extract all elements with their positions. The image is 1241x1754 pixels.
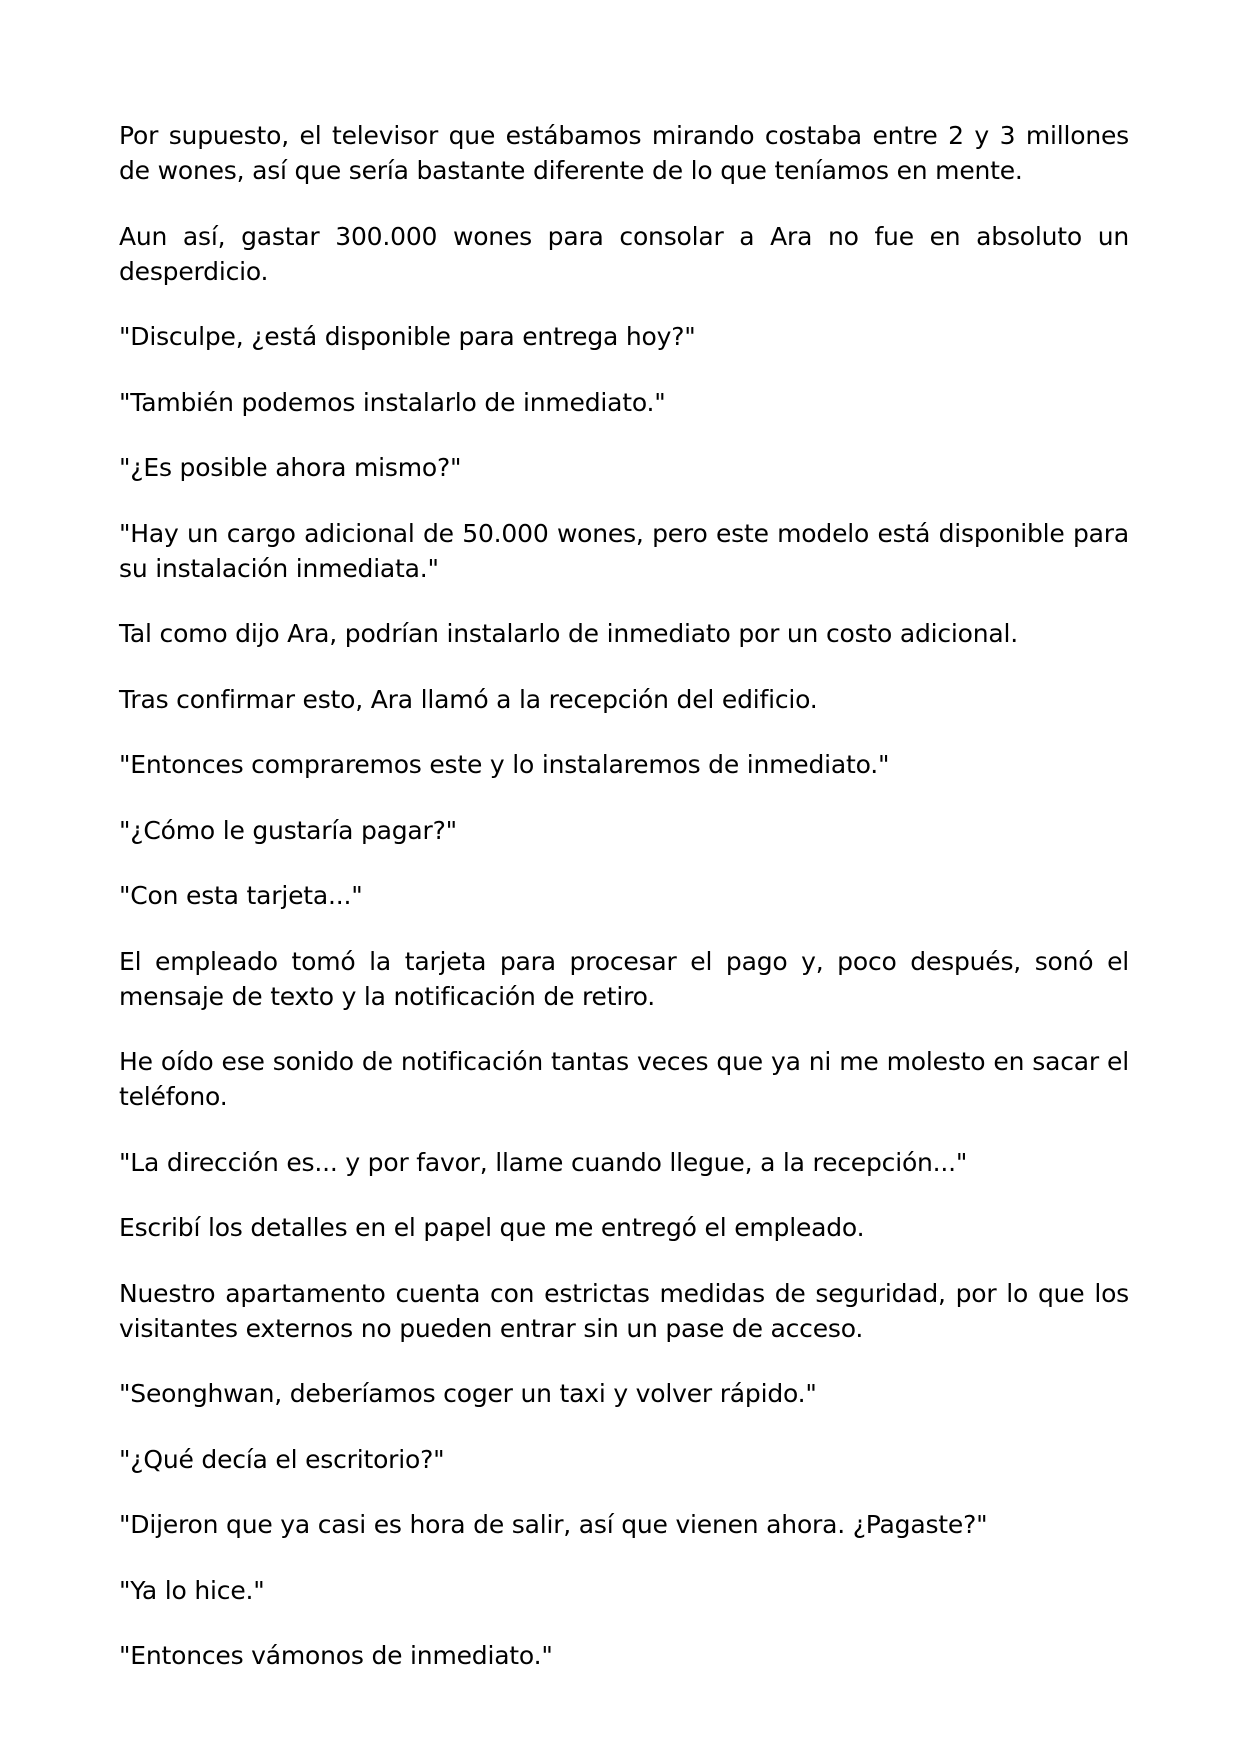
paragraph: "Dijeron que ya casi es hora de salir, así que vienen ahora. ¿Pagaste?" — [119, 1510, 988, 1539]
paragraph: Tal como dijo Ara, podrían instalarlo de inmediato por un costo adicional. — [119, 619, 1019, 648]
paragraph: "¿Cómo le gustaría pagar?" — [119, 815, 457, 845]
paragraph: "La dirección es... y por favor, llame cuando llegue, a la recepción..." — [119, 1147, 968, 1177]
paragraph: "Seonghwan, deberíamos coger un taxi y volver rápido." — [119, 1379, 817, 1408]
paragraph: "Hay un cargo adicional de 50.000 wones, pero este modelo está disponible para su instalación inmediata." — [119, 518, 1129, 583]
paragraph: "Entonces vámonos de inmediato." — [119, 1641, 553, 1670]
paragraph: Nuestro apartamento cuenta con estrictas medidas de seguridad, por lo que los visitantes externos no pueden entrar sin un pase de acceso. — [119, 1278, 1129, 1343]
paragraph: "¿Es posible ahora mismo?" — [119, 453, 462, 482]
paragraph: "Ya lo hice." — [119, 1575, 265, 1605]
paragraph: "También podemos instalarlo de inmediato." — [119, 387, 666, 417]
body-text — [119, 118, 1129, 1704]
paragraph: El empleado tomó la tarjeta para procesar el pago y, poco después, sonó el mensaje de texto y la notificación de retiro. — [119, 946, 1129, 1011]
paragraph: "¿Qué decía el escritorio?" — [119, 1444, 445, 1474]
paragraph: "Disculpe, ¿está disponible para entrega hoy?" — [119, 322, 696, 351]
paragraph: Escribí los detalles en el papel que me entregó el empleado. — [119, 1213, 865, 1242]
paragraph: Por supuesto, el televisor que estábamos mirando costaba entre 2 y 3 millones de wones, así que sería bastante diferente de lo que teníamos en mente. — [119, 121, 1129, 185]
paragraph: Aun así, gastar 300.000 wones para consolar a Ara no fue en absoluto un desperdicio. — [119, 221, 1129, 286]
paragraph: He oído ese sonido de notificación tantas veces que ya ni me molesto en sacar el teléfono. — [119, 1047, 1129, 1111]
paragraph: Tras confirmar esto, Ara llamó a la recepción del edificio. — [119, 684, 818, 714]
paragraph: "Entonces compraremos este y lo instalaremos de inmediato." — [119, 750, 890, 779]
paragraph: "Con esta tarjeta..." — [119, 881, 363, 910]
